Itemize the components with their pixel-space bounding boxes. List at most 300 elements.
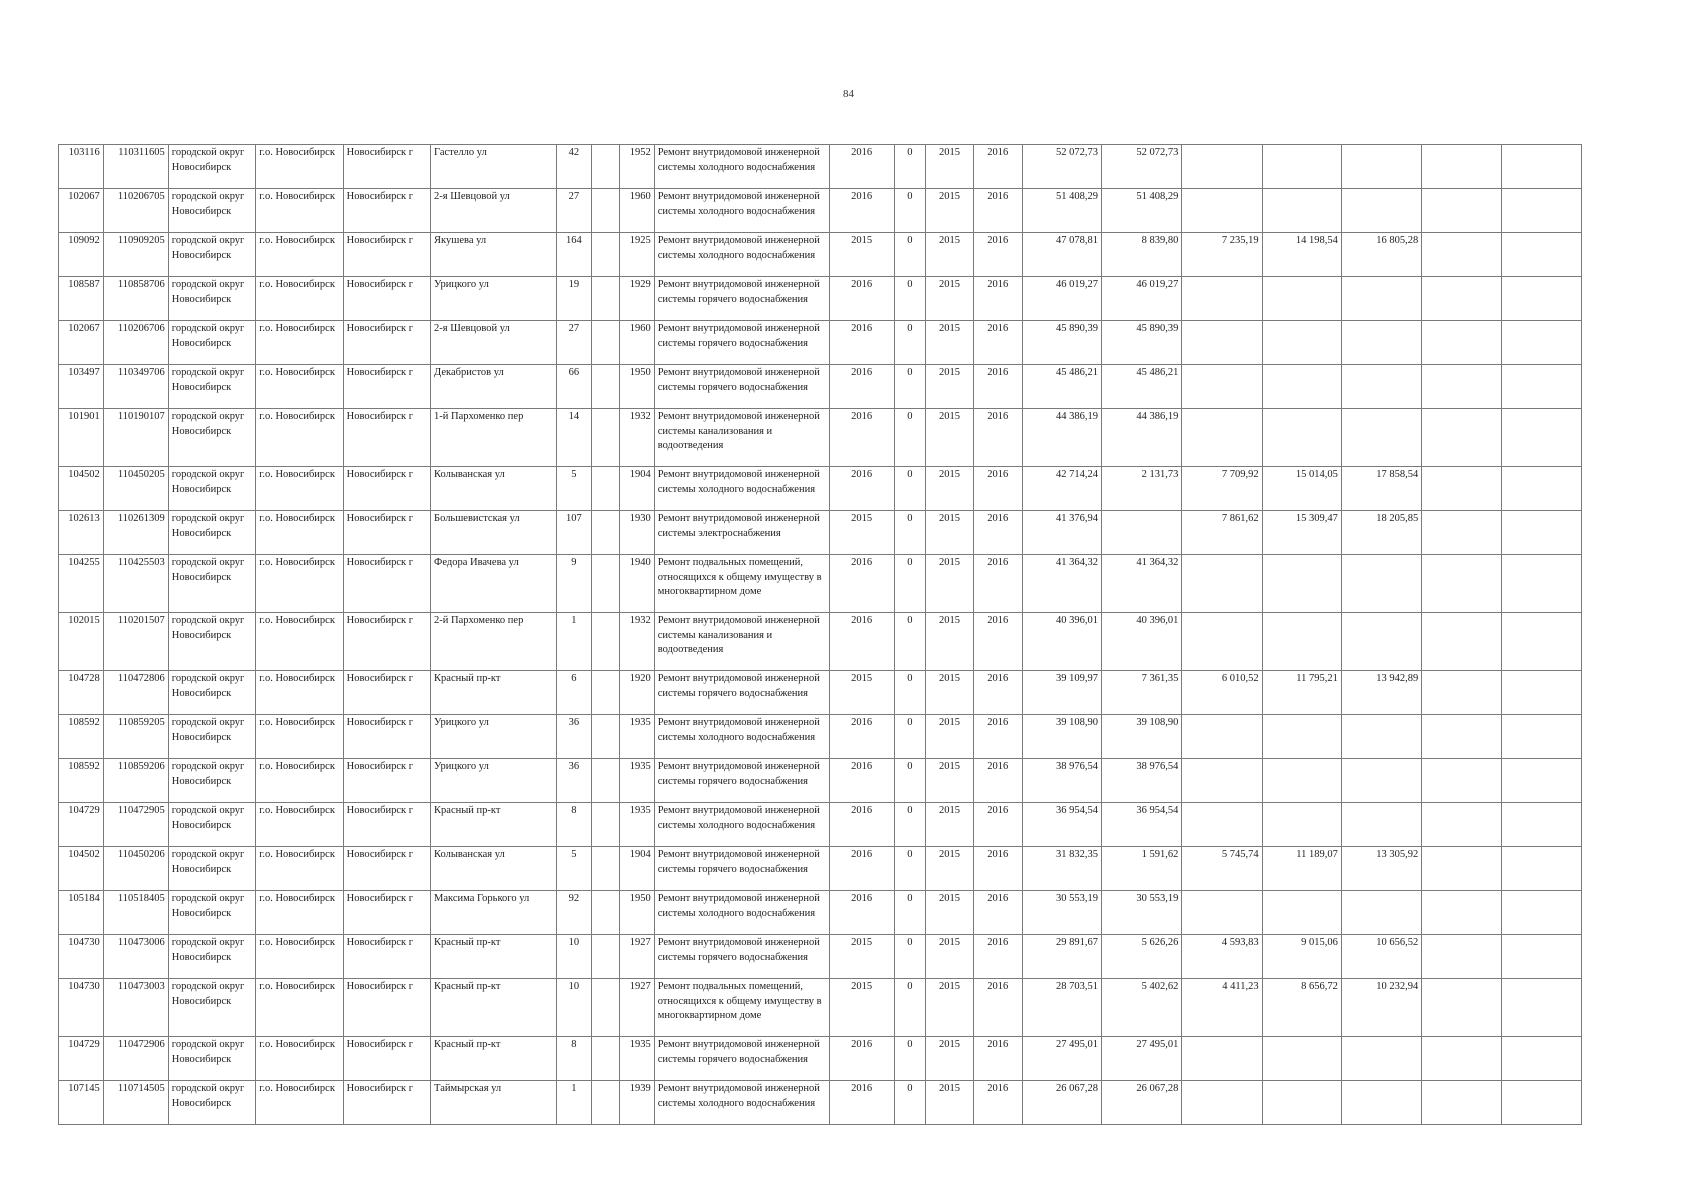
total-cost-cell [1022,671,1101,715]
end-year-cell [973,467,1022,511]
house-id-cell [59,189,104,233]
municipality-cell [256,891,343,935]
cost-fund-cell-text: 5 626,26 [1141,937,1179,948]
municipality-cell [256,935,343,979]
plan-year-cell [829,409,894,467]
cost-extra-cell [1422,277,1501,321]
building-cell [591,189,619,233]
work-type-cell-text: Ремонт внутридомовой инженерной системы электроснабжения [657,513,820,539]
total-cost-cell [1022,613,1101,671]
building-cell [591,409,619,467]
total-cost-cell [1022,467,1101,511]
street-cell [431,1037,557,1081]
house-id-cell [59,321,104,365]
municipality-cell-text: г.о. Новосибирск [259,615,335,626]
cost-municipal-cell [1262,233,1341,277]
cost-extra-cell [1422,321,1501,365]
start-year-cell-text: 2015 [939,1083,961,1094]
house-id-cell-text: 102067 [68,323,100,334]
work-type-cell-text: Ремонт внутридомовой инженерной системы горячего водоснабжения [657,279,820,305]
cost-municipal-cell [1262,759,1341,803]
district-cell-text: городской округ Новосибирск [171,147,245,173]
house-number-cell [557,1081,592,1125]
table-row [59,759,1582,803]
build-year-cell-text: 1927 [629,937,651,948]
house-id-cell [59,511,104,555]
house-id-cell-text: 109092 [68,235,100,246]
house-id-cell-text: 104729 [68,1039,100,1050]
total-cost-cell [1022,277,1101,321]
municipality-cell-text: г.о. Новосибирск [259,235,335,246]
build-year-cell-text: 1935 [629,805,651,816]
cost-owners-cell [1341,891,1421,935]
house-number-cell [557,365,592,409]
city-cell-text: Новосибирск г [346,323,414,334]
cost-region-cell [1182,935,1262,979]
building-cell [591,1037,619,1081]
cost-fund-cell-text: 52 072,73 [1136,147,1179,158]
total-cost-cell-text: 26 067,28 [1056,1083,1098,1094]
flag-cell [894,979,926,1037]
flag-cell [894,891,926,935]
cost-fund-cell-text: 39 108,90 [1136,717,1179,728]
house-id-cell-text: 104502 [68,849,100,860]
cost-fund-cell-text: 38 976,54 [1136,761,1179,772]
district-cell [168,555,255,613]
plan-year-cell-text: 2016 [851,615,873,626]
street-cell-text: 2-я Шевцовой ул [434,323,510,334]
house-number-cell-text: 66 [568,367,580,378]
building-cell [591,979,619,1037]
house-number-cell [557,715,592,759]
municipality-cell-text: г.о. Новосибирск [259,1083,335,1094]
district-cell [168,759,255,803]
city-cell [343,671,430,715]
cost-fund-cell [1102,715,1182,759]
cost-owners-cell-text: 10 232,94 [1376,981,1419,992]
table-row [59,1081,1582,1125]
house-number-cell [557,979,592,1037]
district-cell [168,511,255,555]
plan-year-cell [829,1081,894,1125]
cost-owners-cell [1341,715,1421,759]
cost-fund-cell-text: 1 591,62 [1141,849,1179,860]
city-cell-text: Новосибирск г [346,367,414,378]
build-year-cell [620,935,655,979]
street-cell [431,233,557,277]
work-type-cell-text: Ремонт внутридомовой инженерной системы холодного водоснабжения [657,235,820,261]
house-number-cell-text: 5 [571,469,577,480]
street-cell-text: Красный пр-кт [434,805,501,816]
total-cost-cell [1022,979,1101,1037]
cost-fund-cell-text: 7 361,35 [1141,673,1179,684]
cost-other-cell [1501,1037,1581,1081]
building-cell [591,803,619,847]
city-cell [343,1081,430,1125]
cost-fund-cell [1102,321,1182,365]
house-id-cell [59,935,104,979]
work-type-cell [654,847,829,891]
house-number-cell [557,189,592,233]
start-year-cell-text: 2015 [939,235,961,246]
house-id-cell-text: 108587 [68,279,100,290]
end-year-cell-text: 2016 [987,191,1009,202]
municipality-cell [256,277,343,321]
total-cost-cell-text: 39 108,90 [1056,717,1098,728]
work-type-cell [654,511,829,555]
district-cell-text: городской округ Новосибирск [171,615,245,641]
cost-fund-cell [1102,277,1182,321]
house-id-cell-text: 103497 [68,367,100,378]
start-year-cell [926,715,974,759]
municipality-cell-text: г.о. Новосибирск [259,1039,335,1050]
district-cell-text: городской округ Новосибирск [171,673,245,699]
cost-owners-cell [1341,803,1421,847]
house-number-cell [557,321,592,365]
end-year-cell-text: 2016 [987,673,1009,684]
cost-region-cell [1182,759,1262,803]
work-code-cell-text: 110472906 [117,1039,165,1050]
cost-owners-cell [1341,189,1421,233]
house-number-cell [557,671,592,715]
municipality-cell [256,511,343,555]
build-year-cell [620,277,655,321]
total-cost-cell-text: 45 890,39 [1056,323,1098,334]
city-cell-text: Новосибирск г [346,279,414,290]
district-cell-text: городской округ Новосибирск [171,557,245,583]
city-cell-text: Новосибирск г [346,893,414,904]
city-cell [343,365,430,409]
flag-cell [894,803,926,847]
end-year-cell [973,671,1022,715]
city-cell-text: Новосибирск г [346,673,414,684]
house-id-cell-text: 108592 [68,717,100,728]
end-year-cell-text: 2016 [987,469,1009,480]
work-type-cell-text: Ремонт подвальных помещений, относящихся к общему имуществу в многоквартирном доме [657,981,822,1021]
start-year-cell [926,511,974,555]
city-cell [343,715,430,759]
flag-cell [894,759,926,803]
house-id-cell [59,277,104,321]
cost-other-cell [1501,233,1581,277]
cost-other-cell [1501,1081,1581,1125]
house-number-cell [557,935,592,979]
flag-cell-text: 0 [907,235,913,246]
cost-fund-cell [1102,467,1182,511]
city-cell-text: Новосибирск г [346,937,414,948]
work-type-cell [654,233,829,277]
work-type-cell-text: Ремонт внутридомовой инженерной системы холодного водоснабжения [657,147,820,173]
street-cell-text: Урицкого ул [434,717,489,728]
work-code-cell [103,321,168,365]
build-year-cell-text: 1950 [629,893,651,904]
house-id-cell [59,1037,104,1081]
cost-other-cell [1501,467,1581,511]
start-year-cell-text: 2015 [939,279,961,290]
district-cell-text: городской округ Новосибирск [171,235,245,261]
district-cell-text: городской округ Новосибирск [171,805,245,831]
cost-extra-cell [1422,467,1501,511]
plan-year-cell [829,511,894,555]
flag-cell-text: 0 [907,849,913,860]
cost-municipal-cell [1262,145,1341,189]
cost-region-cell [1182,365,1262,409]
house-id-cell [59,365,104,409]
cost-extra-cell [1422,803,1501,847]
build-year-cell [620,803,655,847]
end-year-cell-text: 2016 [987,981,1009,992]
district-cell [168,467,255,511]
street-cell-text: Урицкого ул [434,761,489,772]
end-year-cell-text: 2016 [987,147,1009,158]
total-cost-cell [1022,511,1101,555]
cost-extra-cell [1422,511,1501,555]
start-year-cell-text: 2015 [939,981,961,992]
start-year-cell-text: 2015 [939,469,961,480]
total-cost-cell-text: 29 891,67 [1056,937,1098,948]
work-type-cell-text: Ремонт внутридомовой инженерной системы канализования и водоотведения [657,411,820,451]
municipality-cell-text: г.о. Новосибирск [259,323,335,334]
cost-municipal-cell [1262,1081,1341,1125]
cost-other-cell [1501,409,1581,467]
flag-cell-text: 0 [907,615,913,626]
cost-municipal-cell-text: 9 015,06 [1301,937,1338,948]
total-cost-cell [1022,233,1101,277]
city-cell-text: Новосибирск г [346,1083,414,1094]
street-cell-text: Красный пр-кт [434,937,501,948]
municipality-cell-text: г.о. Новосибирск [259,673,335,684]
work-type-cell-text: Ремонт внутридомовой инженерной системы канализования и водоотведения [657,615,820,655]
total-cost-cell-text: 28 703,51 [1056,981,1098,992]
house-number-cell-text: 8 [571,805,577,816]
table-row [59,1037,1582,1081]
district-cell [168,277,255,321]
work-type-cell [654,467,829,511]
house-number-cell-text: 107 [566,513,582,524]
flag-cell [894,189,926,233]
cost-fund-cell [1102,555,1182,613]
table-row [59,277,1582,321]
house-number-cell-text: 27 [568,191,580,202]
end-year-cell [973,145,1022,189]
start-year-cell [926,277,974,321]
cost-extra-cell [1422,409,1501,467]
building-cell [591,145,619,189]
building-cell [591,511,619,555]
work-type-cell [654,715,829,759]
table-row [59,409,1582,467]
street-cell-text: Колыванская ул [434,469,505,480]
street-cell [431,847,557,891]
work-type-cell [654,935,829,979]
house-number-cell-text: 36 [568,761,580,772]
street-cell [431,759,557,803]
work-code-cell-text: 110425503 [117,557,165,568]
start-year-cell-text: 2015 [939,323,961,334]
plan-year-cell [829,277,894,321]
house-id-cell-text: 104730 [68,937,100,948]
work-code-cell-text: 110349706 [117,367,165,378]
cost-region-cell [1182,1037,1262,1081]
house-id-cell-text: 101901 [68,411,100,422]
total-cost-cell [1022,321,1101,365]
start-year-cell [926,935,974,979]
district-cell [168,1037,255,1081]
plan-year-cell [829,759,894,803]
street-cell-text: Красный пр-кт [434,1039,501,1050]
cost-other-cell [1501,759,1581,803]
total-cost-cell-text: 47 078,81 [1056,235,1098,246]
work-code-cell [103,189,168,233]
cost-other-cell [1501,891,1581,935]
total-cost-cell-text: 30 553,19 [1056,893,1098,904]
cost-fund-cell [1102,613,1182,671]
table-body [59,145,1582,1125]
total-cost-cell-text: 31 832,35 [1056,849,1098,860]
cost-region-cell [1182,979,1262,1037]
plan-year-cell [829,847,894,891]
district-cell [168,671,255,715]
street-cell [431,467,557,511]
plan-year-cell-text: 2015 [851,937,873,948]
municipality-cell-text: г.о. Новосибирск [259,147,335,158]
end-year-cell [973,979,1022,1037]
municipality-cell [256,613,343,671]
house-id-cell-text: 102067 [68,191,100,202]
start-year-cell-text: 2015 [939,513,961,524]
house-number-cell-text: 8 [571,1039,577,1050]
house-number-cell-text: 42 [568,147,580,158]
flag-cell-text: 0 [907,673,913,684]
end-year-cell-text: 2016 [987,1039,1009,1050]
total-cost-cell-text: 44 386,19 [1056,411,1098,422]
cost-fund-cell [1102,145,1182,189]
start-year-cell [926,759,974,803]
work-code-cell-text: 110450205 [117,469,165,480]
street-cell [431,613,557,671]
city-cell [343,847,430,891]
cost-extra-cell [1422,613,1501,671]
cost-owners-cell [1341,979,1421,1037]
city-cell-text: Новосибирск г [346,717,414,728]
end-year-cell [973,321,1022,365]
cost-other-cell [1501,321,1581,365]
building-cell [591,321,619,365]
city-cell [343,979,430,1037]
work-type-cell [654,145,829,189]
cost-other-cell [1501,715,1581,759]
work-type-cell [654,555,829,613]
start-year-cell [926,189,974,233]
flag-cell-text: 0 [907,411,913,422]
cost-fund-cell-text: 44 386,19 [1136,411,1179,422]
work-code-cell [103,979,168,1037]
house-number-cell-text: 1 [571,1083,577,1094]
start-year-cell [926,409,974,467]
district-cell-text: городской округ Новосибирск [171,367,245,393]
work-type-cell-text: Ремонт внутридомовой инженерной системы горячего водоснабжения [657,761,820,787]
start-year-cell-text: 2015 [939,191,961,202]
cost-owners-cell [1341,233,1421,277]
district-cell [168,189,255,233]
flag-cell-text: 0 [907,761,913,772]
street-cell-text: Максима Горького ул [434,893,530,904]
work-type-cell-text: Ремонт внутридомовой инженерной системы горячего водоснабжения [657,849,820,875]
build-year-cell [620,365,655,409]
house-id-cell [59,467,104,511]
cost-owners-cell [1341,511,1421,555]
cost-region-cell-text: 4 411,23 [1222,981,1259,992]
flag-cell [894,555,926,613]
city-cell [343,277,430,321]
start-year-cell [926,555,974,613]
city-cell [343,145,430,189]
work-code-cell-text: 110261309 [117,513,165,524]
table-row [59,321,1582,365]
city-cell [343,891,430,935]
end-year-cell-text: 2016 [987,513,1009,524]
house-number-cell-text: 9 [571,557,577,568]
cost-extra-cell [1422,847,1501,891]
cost-fund-cell [1102,891,1182,935]
plan-year-cell-text: 2016 [851,367,873,378]
plan-year-cell-text: 2016 [851,557,873,568]
district-cell [168,145,255,189]
house-number-cell-text: 5 [571,849,577,860]
house-number-cell [557,511,592,555]
street-cell-text: Урицкого ул [434,279,489,290]
plan-year-cell-text: 2016 [851,279,873,290]
municipality-cell-text: г.о. Новосибирск [259,849,335,860]
house-id-cell-text: 103116 [68,147,100,158]
work-code-cell [103,759,168,803]
city-cell-text: Новосибирск г [346,805,414,816]
plan-year-cell [829,555,894,613]
cost-extra-cell [1422,935,1501,979]
total-cost-cell-text: 38 976,54 [1056,761,1098,772]
cost-region-cell [1182,613,1262,671]
table-row [59,145,1582,189]
work-type-cell-text: Ремонт подвальных помещений, относящихся к общему имуществу в многоквартирном доме [657,557,822,597]
district-cell-text: городской округ Новосибирск [171,323,245,349]
end-year-cell [973,613,1022,671]
plan-year-cell-text: 2015 [851,235,873,246]
start-year-cell [926,613,974,671]
end-year-cell-text: 2016 [987,805,1009,816]
work-code-cell [103,671,168,715]
cost-region-cell-text: 6 010,52 [1221,673,1259,684]
build-year-cell-text: 1904 [629,469,651,480]
municipality-cell [256,715,343,759]
cost-region-cell [1182,189,1262,233]
flag-cell-text: 0 [907,1039,913,1050]
city-cell-text: Новосибирск г [346,981,414,992]
district-cell [168,891,255,935]
building-cell [591,613,619,671]
cost-fund-cell-text: 27 495,01 [1136,1039,1179,1050]
cost-owners-cell-text: 17 858,54 [1376,469,1419,480]
municipality-cell-text: г.о. Новосибирск [259,937,335,948]
cost-fund-cell-text: 46 019,27 [1136,279,1179,290]
street-cell [431,365,557,409]
city-cell-text: Новосибирск г [346,513,414,524]
street-cell [431,1081,557,1125]
municipality-cell [256,189,343,233]
start-year-cell [926,1037,974,1081]
work-code-cell [103,613,168,671]
house-id-cell [59,759,104,803]
street-cell-text: Таймырская ул [434,1083,502,1094]
